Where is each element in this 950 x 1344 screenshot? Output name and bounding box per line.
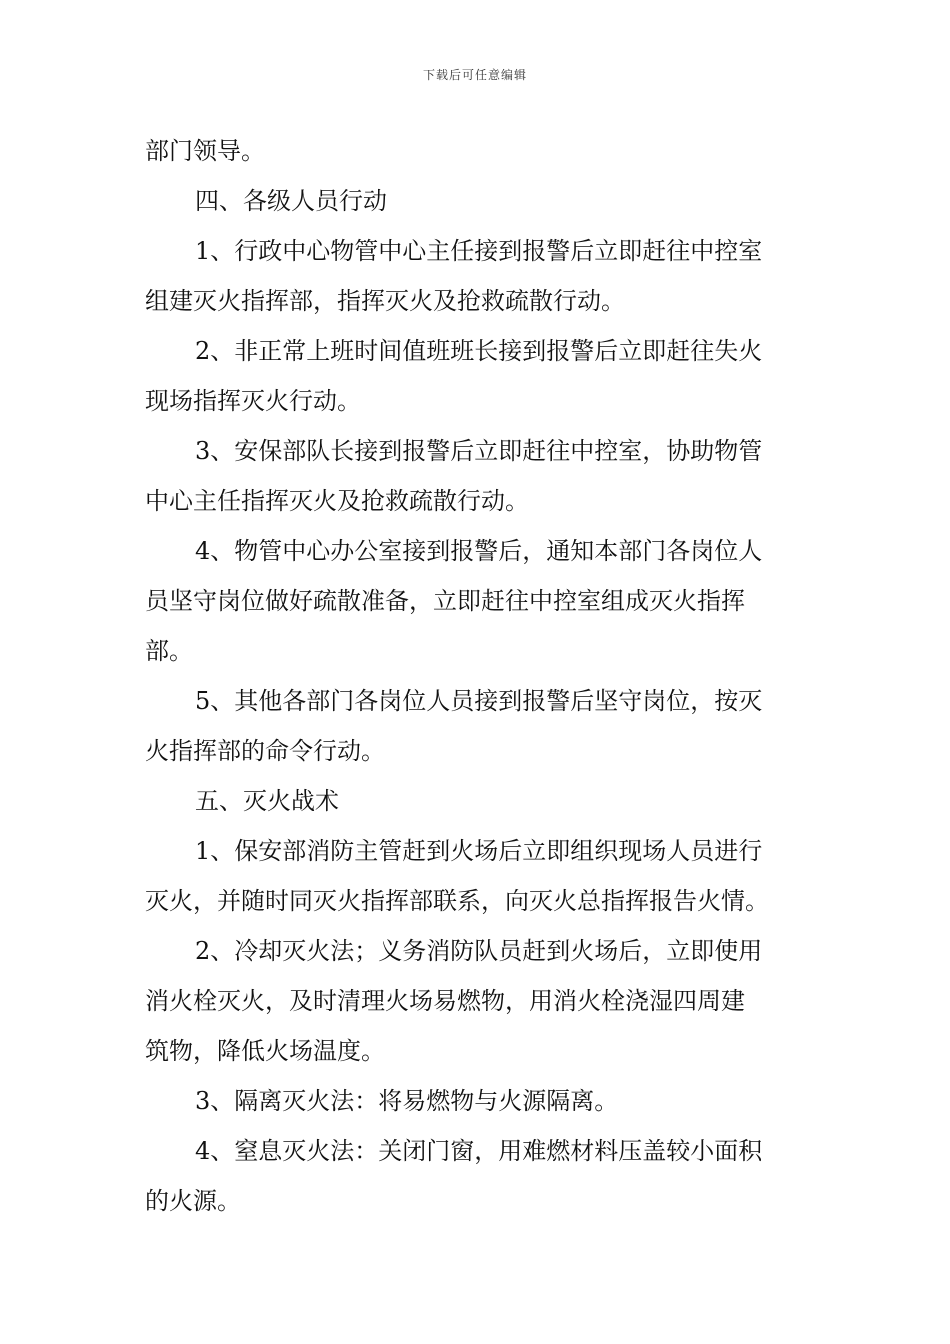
paragraph-item-2 [145,326,810,426]
paragraph-continuation [145,126,810,176]
text-line: 灭火，并随时同灭火指挥部联系，向灭火总指挥报告火情。 [145,887,769,915]
text-line: 3、隔离灭火法：将易燃物与火源隔离。 [195,1087,619,1115]
paragraph-item-5 [145,676,810,776]
paragraph-item-1 [145,226,810,326]
paragraph-item-3 [145,426,810,526]
text-line: 五、灭火战术 [195,787,339,815]
paragraph-item-4 [145,526,810,676]
text-line: 2、非正常上班时间值班班长接到报警后立即赶往失火 [195,337,763,365]
text-line: 4、窒息灭火法：关闭门窗，用难燃材料压盖较小面积 [195,1137,763,1165]
page-header: 下载后可任意编辑 [422,68,527,82]
text-line: 筑物，降低火场温度。 [145,1037,385,1065]
text-line: 员坚守岗位做好疏散准备，立即赶往中控室组成灭火指挥 [145,587,745,615]
paragraph-tactic-1 [145,826,810,926]
text-line: 部门领导。 [145,137,265,165]
text-line: 现场指挥灭火行动。 [145,387,361,415]
text-line: 2、冷却灭火法；义务消防队员赶到火场后，立即使用 [195,937,763,965]
text-line: 1、保安部消防主管赶到火场后立即组织现场人员进行 [195,837,763,865]
paragraph-tactic-3 [145,1076,810,1126]
section-heading-personnel-actions [145,176,810,226]
text-line: 火指挥部的命令行动。 [145,737,385,765]
section-heading-firefighting-tactics [145,776,810,826]
text-line: 的火源。 [145,1187,241,1215]
text-line: 5、其他各部门各岗位人员接到报警后坚守岗位，按灭 [195,687,763,715]
document-body [145,126,810,1226]
text-line: 3、安保部队长接到报警后立即赶往中控室，协助物管 [195,437,763,465]
text-line: 组建灭火指挥部，指挥灭火及抢救疏散行动。 [145,287,625,315]
text-line: 中心主任指挥灭火及抢救疏散行动。 [145,487,529,515]
text-line: 部。 [145,637,193,665]
text-line: 1、行政中心物管中心主任接到报警后立即赶往中控室 [195,237,763,265]
text-line: 消火栓灭火，及时清理火场易燃物，用消火栓浇湿四周建 [145,987,745,1015]
paragraph-tactic-2 [145,926,810,1076]
text-line: 4、物管中心办公室接到报警后，通知本部门各岗位人 [195,537,763,565]
paragraph-tactic-4 [145,1126,810,1226]
text-line: 四、各级人员行动 [195,187,387,215]
